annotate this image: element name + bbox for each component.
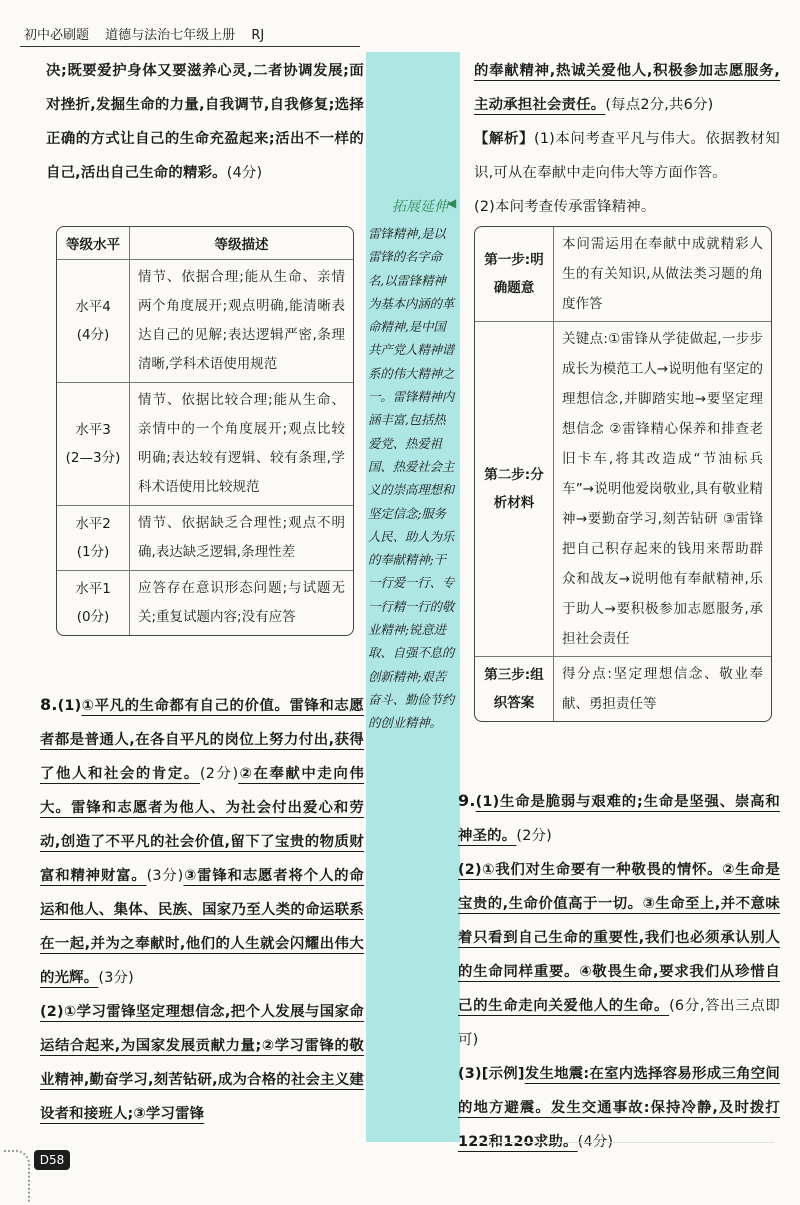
level-name: 水平4 — [75, 299, 111, 315]
level-score: (4分) — [76, 327, 110, 343]
level-score: (0分) — [76, 609, 110, 625]
left-top-answer — [46, 54, 364, 190]
question-number: 8. — [40, 695, 58, 714]
rubric-level — [57, 260, 130, 383]
question-9-answer — [458, 784, 780, 1159]
table-row — [475, 322, 771, 657]
q9-part3-lead: (3)[示例] — [458, 1066, 525, 1082]
left-top-text: 决;既要爱护身体又要滋养心灵,二者协调发展;面对挫折,发掘生命的力量,自我调节,自我修复;选择正确的方式让自己的生命充盈起来;活出不一样的自己,活出自己生命的精彩。 — [46, 63, 364, 181]
page-number: D58 — [34, 1150, 70, 1170]
rubric-desc: 情节、依据比较合理;能从生命、亲情中的一个角度展开;观点比较明确;表达较有逻辑、较有条理,学科术语使用比较规范 — [130, 383, 353, 506]
question-number: 9. — [458, 791, 476, 810]
sidebar-title: 拓展延伸 — [392, 199, 448, 215]
edition-label: RJ — [251, 28, 265, 43]
rubric-desc: 应答存在意识形态问题;与试题无关;重复试题内容;没有应答 — [138, 580, 345, 625]
step-label: 第一步:明确题意 — [475, 227, 554, 322]
table-row — [475, 227, 771, 322]
analysis-label: 【解析】 — [474, 131, 534, 147]
q8-point2-score: (3分) — [146, 868, 184, 884]
rubric-desc: 情节、依据合理;能从生命、亲情两个角度展开;观点明确,能清晰表达自己的见解;表达逻辑严密,条理清晰,学科术语使用规范 — [130, 260, 353, 383]
q9-part2-score: (6分,答出三点即可) — [458, 998, 780, 1048]
q8-point3: ③雷锋和志愿者将个人的命运和他人、集体、民族、国家乃至人类的命运联系在一起,并为之奉献时,他们的人生就会闪耀出伟大的光辉。 — [40, 868, 365, 986]
rubric-level — [57, 506, 130, 571]
table-row — [57, 383, 353, 506]
margin-dots — [4, 1150, 30, 1202]
q9-part1: (1)生命是脆弱与艰难的;生命是坚强、崇高和神圣的。 — [458, 794, 780, 844]
level-name: 水平2 — [75, 516, 111, 532]
q8-part1-lead: (1) — [57, 698, 82, 714]
step-content: 关键点:①雷锋从学徒做起,一步步成长为模范工人→说明他有坚定的理想信念,并脚踏实地→要坚定理想信念 ②雷锋精心保养和排查老旧卡车,将其改造成“节油标兵车”→说明他爱岗敬业,具有敬业精神→要勤奋学习,刻苦钻研 ③雷锋把自己积存起来的钱用来帮助群众和战友→说明他有奉献精神,乐于助人→要积极参加志愿服务,承担社会责任 — [554, 322, 771, 657]
q8-point3-score: (3分) — [98, 970, 134, 986]
rubric-header-desc: 等级描述 — [130, 227, 353, 260]
q9-part1-score: (2分) — [516, 828, 552, 844]
table-row — [475, 657, 771, 721]
rubric-header-row — [57, 227, 353, 260]
page-header — [24, 24, 344, 48]
q8-point2: ②在奉献中走向伟大。雷锋和志愿者为他人、为社会付出爱心和劳动,创造了不平凡的社会价值,留下了宝贵的物质财富和精神财富。 — [40, 766, 364, 884]
level-name: 水平3 — [75, 422, 111, 438]
q9-part3: 发生地震:在室内选择容易形成三角空间的地方避震。发生交通事故:保持冷静,及时拨打122和120求助。 — [458, 1066, 780, 1150]
step-label: 第二步:分析材料 — [475, 322, 554, 657]
level-name: 水平1 — [75, 581, 111, 597]
q9-part3-score: (4分) — [577, 1134, 614, 1150]
table-row — [57, 571, 353, 635]
q8-total-score: (每点2分,共6分) — [605, 97, 714, 113]
level-score: (1分) — [76, 544, 110, 560]
rubric-header-level: 等级水平 — [57, 227, 130, 260]
step-label: 第三步:组织答案 — [475, 657, 554, 721]
left-top-score: (4分) — [226, 165, 263, 181]
q8-part2: (2)①学习雷锋坚定理想信念,把个人发展与国家命运结合起来,为国家发展贡献力量;②学习雷锋的敬业精神,勤奋学习,刻苦钻研,成为合格的社会主义建设者和接班人;③学习雷锋 — [40, 1004, 364, 1122]
grading-rubric-table — [56, 226, 354, 636]
right-top-answer — [474, 54, 780, 224]
bottom-rule — [474, 1142, 774, 1143]
q8-continuation: 的奉献精神,热诚关爱他人,积极参加志愿服务,主动承担社会责任。 — [474, 63, 780, 113]
sidebar-text: 雷锋精神,是以雷锋的名字命名,以雷锋精神为基本内涵的革命精神,是中国共产党人精神谱系的伟大精神之一。雷锋精神内涵丰富,包括热爱党、热爱祖国、热爱社会主义的崇高理想和坚定信念;服务人民、助人为乐的奉献精神;干一行爱一行、专一行精一行的敬业精神;锐意进取、自强不息的创新精神;艰苦奋斗、勤俭节约的创业精神。 — [368, 226, 455, 731]
analysis-part1: (1)本问考查平凡与伟大。依据教材知识,可从在奉献中走向伟大等方面作答。 — [474, 131, 780, 181]
q8-point1-score: (2分) — [199, 766, 239, 782]
header-divider — [20, 46, 360, 47]
step-content: 得分点:坚定理想信念、敬业奉献、勇担责任等 — [562, 666, 763, 712]
series-name: 初中必刷题 — [24, 28, 90, 43]
rubric-level — [57, 571, 130, 635]
q8-point1: ①平凡的生命都有自己的价值。雷锋和志愿者都是普通人,在各自平凡的岗位上努力付出,获得了他人和社会的肯定。 — [40, 698, 364, 782]
rubric-desc: 情节、依据缺乏合理性;观点不明确,表达缺乏逻辑,条理性差 — [130, 506, 353, 571]
arrow-left-icon: ◀ — [447, 196, 457, 210]
analysis-steps-table — [474, 226, 772, 722]
level-score: (2—3分) — [65, 450, 121, 466]
question-8-answer — [40, 688, 364, 1131]
analysis-part2: (2)本问考查传承雷锋精神。 — [474, 199, 656, 215]
book-title: 道德与法治七年级上册 — [105, 28, 236, 43]
q9-part2: (2)①我们对生命要有一种敬畏的情怀。②生命是宝贵的,生命价值高于一切。③生命至上,并不意味着只看到自己生命的重要性,我们也必须承认别人的生命同样重要。④敬畏生命,要求我们从珍惜自己的生命走向关爱他人的生命。 — [458, 862, 780, 1014]
table-row — [57, 260, 353, 383]
table-row — [57, 506, 353, 571]
step-content: 本问需运用在奉献中成就精彩人生的有关知识,从做法类习题的角度作答 — [554, 227, 771, 322]
rubric-level — [57, 383, 130, 506]
